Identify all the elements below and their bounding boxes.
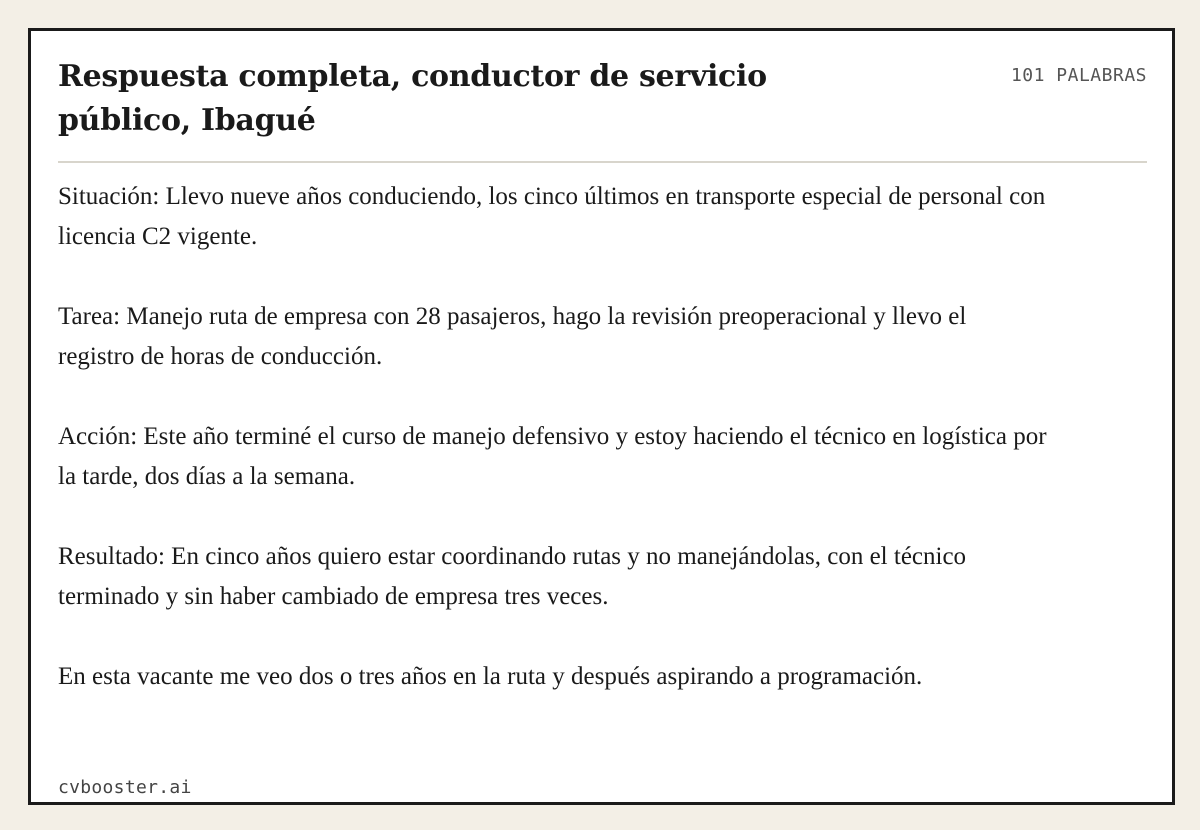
paragraph-closing: En esta vacante me veo dos o tres años en la ruta y después aspirando a programación. — [58, 663, 923, 690]
paragraph-situation: Situación: Llevo nueve años conduciendo, los cinco últimos en transporte especial de personal con licencia C2 vigente. — [58, 183, 1046, 250]
answer-card — [28, 28, 1175, 805]
word-count-badge: 101 PALABRAS — [1010, 65, 1147, 86]
card-header — [58, 55, 1147, 143]
paragraph-result: Resultado: En cinco años quiero estar coordinando rutas y no manejándolas, con el técnico terminado y sin haber cambiado de empresa tres veces. — [58, 543, 967, 610]
header-divider — [58, 161, 1147, 163]
footer-brand: cvbooster.ai — [58, 777, 192, 798]
card-title: Respuesta completa, conductor de servicio público, Ibagué — [58, 59, 767, 138]
answer-body — [58, 177, 1048, 737]
paragraph-task: Tarea: Manejo ruta de empresa con 28 pasajeros, hago la revisión preoperacional y llevo el registro de horas de conducción. — [58, 303, 967, 370]
paragraph-action: Acción: Este año terminé el curso de manejo defensivo y estoy haciendo el técnico en logística por la tarde, dos días a la semana. — [58, 423, 1047, 490]
